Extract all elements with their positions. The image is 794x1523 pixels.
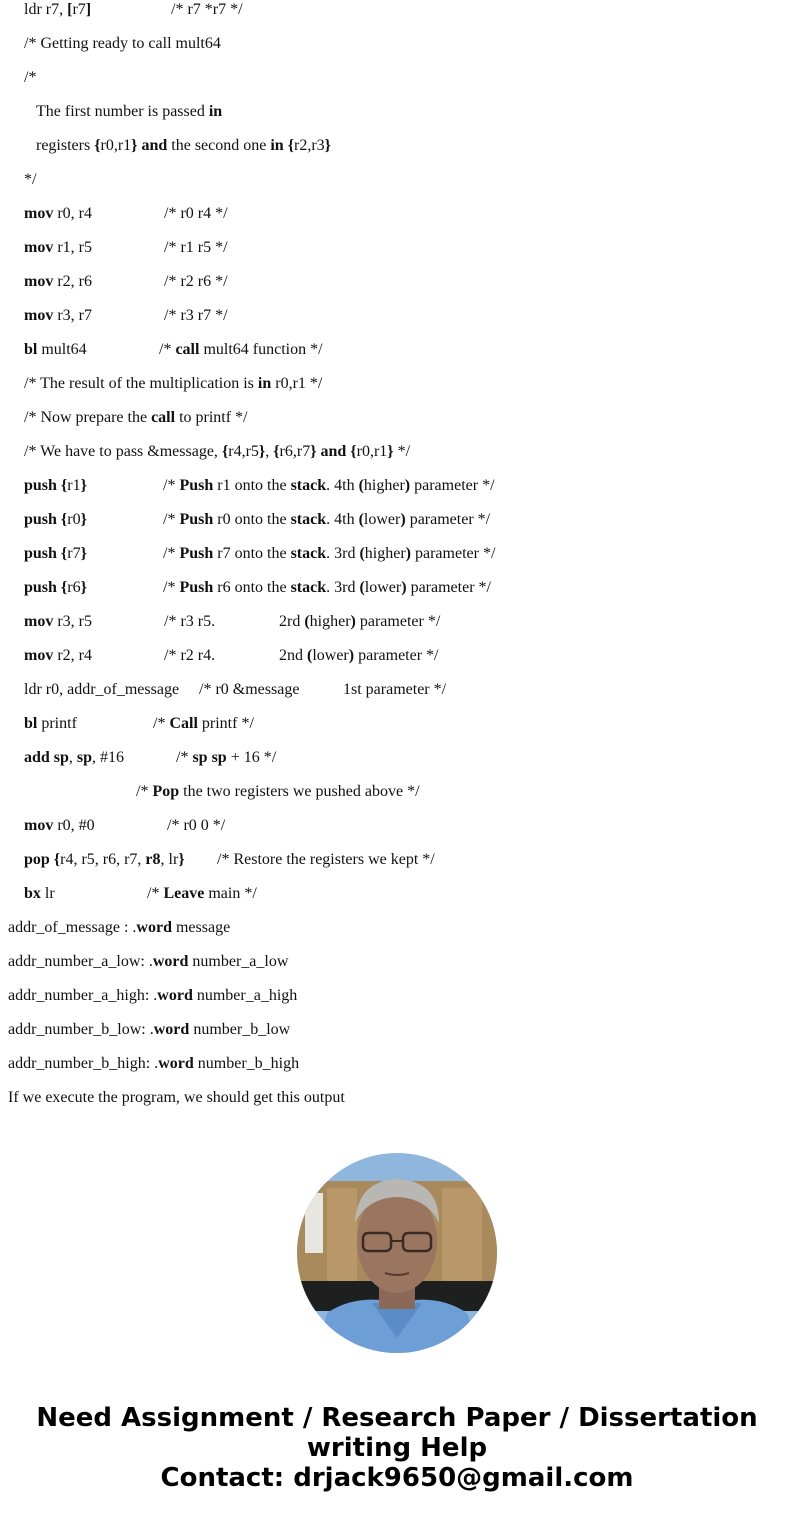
code-comment: 2nd (lower) parameter */ <box>279 647 439 664</box>
banner-line-1: Need Assignment / Research Paper / Dissertation <box>36 1403 758 1433</box>
code-statement: addr_of_message : .word message <box>8 919 231 936</box>
code-statement: push {r1} <box>24 477 87 494</box>
code-statement: mov r0, r4 <box>24 205 92 222</box>
code-statement: */ <box>24 171 37 188</box>
code-statement: addr_number_a_high: .word number_a_high <box>8 987 298 1004</box>
code-statement: bx lr <box>24 885 55 902</box>
code-comment: /* r0 0 */ <box>167 817 226 834</box>
contact-banner <box>0 1403 794 1493</box>
code-statement: The first number is passed in <box>36 103 223 120</box>
code-comment: /* Push r0 onto the stack. 4th (lower) parameter */ <box>163 511 491 528</box>
code-comment: 2rd (higher) parameter */ <box>279 613 441 630</box>
code-statement: mov r0, #0 <box>24 817 95 834</box>
code-statement: /* We have to pass &message, {r4,r5}, {r6,r7} and {r0,r1} */ <box>24 443 411 460</box>
code-statement: ldr r7, [r7] <box>24 1 92 18</box>
code-comment: /* Call printf */ <box>153 715 254 732</box>
code-comment: /* r2 r6 */ <box>164 273 228 290</box>
code-statement: /* Getting ready to call mult64 <box>24 35 221 52</box>
code-comment: 1st parameter */ <box>343 681 447 698</box>
code-comment: /* sp sp + 16 */ <box>176 749 277 766</box>
code-comment: /* Push r6 onto the stack. 3rd (lower) parameter */ <box>163 579 491 596</box>
code-statement: registers {r0,r1} and the second one in {r2,r3} <box>36 137 331 154</box>
code-statement: addr_number_b_high: .word number_b_high <box>8 1055 300 1072</box>
code-statement: push {r7} <box>24 545 87 562</box>
code-statement: /* The result of the multiplication is in r0,r1 */ <box>24 375 323 392</box>
code-comment: /* Push r1 onto the stack. 4th (higher) parameter */ <box>163 477 495 494</box>
code-statement: push {r6} <box>24 579 87 596</box>
code-statement: bl printf <box>24 715 77 732</box>
code-comment: /* Restore the registers we kept */ <box>217 851 435 868</box>
code-comment: /* r7 *r7 */ <box>171 1 243 18</box>
code-statement: /* Now prepare the call to printf */ <box>24 409 248 426</box>
code-comment: /* r3 r5. <box>164 613 216 630</box>
code-statement: push {r0} <box>24 511 87 528</box>
code-comment: /* r2 r4. <box>164 647 216 664</box>
code-statement: ldr r0, addr_of_message <box>24 681 180 698</box>
banner-line-2: writing Help <box>306 1433 488 1463</box>
code-statement: /* Pop the two registers we pushed above */ <box>136 783 420 800</box>
code-statement: add sp, sp, #16 <box>24 749 125 766</box>
code-statement: mov r3, r5 <box>24 613 92 630</box>
code-statement: pop {r4, r5, r6, r7, r8, lr} <box>24 851 185 868</box>
code-statement: mov r3, r7 <box>24 307 92 324</box>
code-statement: bl mult64 <box>24 341 87 358</box>
code-statement: mov r2, r4 <box>24 647 92 664</box>
code-comment: /* r0 r4 */ <box>164 205 228 222</box>
banner-contact-line: Contact: drjack9650@gmail.com <box>160 1463 634 1493</box>
author-avatar <box>297 1153 497 1353</box>
code-comment: /* Leave main */ <box>147 885 257 902</box>
code-statement: addr_number_b_low: .word number_b_low <box>8 1021 291 1038</box>
code-statement: If we execute the program, we should get this output <box>8 1089 345 1106</box>
code-comment: /* r1 r5 */ <box>164 239 228 256</box>
code-comment: /* Push r7 onto the stack. 3rd (higher) parameter */ <box>163 545 496 562</box>
portrait-image <box>297 1153 497 1353</box>
code-statement: mov r2, r6 <box>24 273 92 290</box>
code-comment: /* call mult64 function */ <box>159 341 323 358</box>
code-comment: /* r3 r7 */ <box>164 307 228 324</box>
code-statement: mov r1, r5 <box>24 239 92 256</box>
code-statement: /* <box>24 69 37 86</box>
code-statement: addr_number_a_low: .word number_a_low <box>8 953 289 970</box>
code-comment: /* r0 &message <box>199 681 300 698</box>
